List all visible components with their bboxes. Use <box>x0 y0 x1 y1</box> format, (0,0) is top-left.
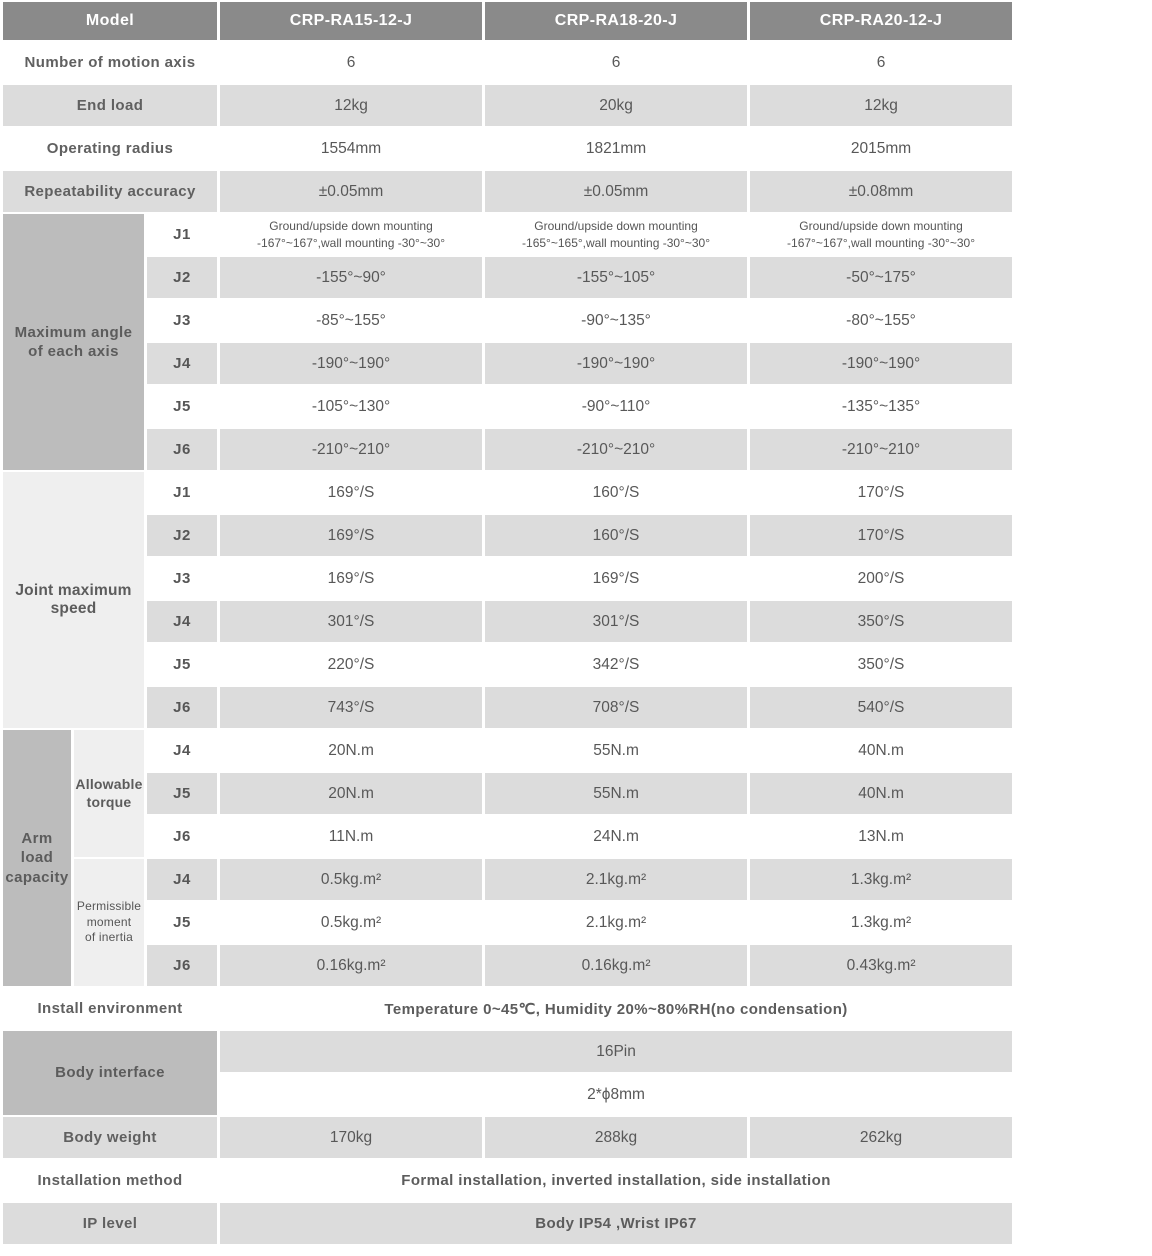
installation-method-value: Formal installation, inverted installation, side installation <box>401 1172 831 1189</box>
spec-value: 6 <box>611 53 621 71</box>
cell-line: Ground/upside down mounting <box>269 219 433 234</box>
angle-value: -155°~90° <box>220 257 482 298</box>
angle-row <box>3 343 1012 384</box>
speed-value: 540°/S <box>750 687 1012 728</box>
spec-label: End load <box>3 85 217 126</box>
angle-value: -190°~190° <box>485 343 747 384</box>
body-weight-value: 288kg <box>485 1117 747 1158</box>
speed-value: 160°/S <box>592 483 640 501</box>
inertia-value: 2.1kg.m² <box>585 913 647 931</box>
spec-row <box>3 85 1012 126</box>
spec-value: 12kg <box>220 85 482 126</box>
axis-label: J6 <box>147 429 217 470</box>
speed-row <box>3 515 1012 556</box>
speed-value: 169°/S <box>220 515 482 556</box>
speed-value: 170°/S <box>750 515 1012 556</box>
ip-level-value: Body IP54 ,Wrist IP67 <box>220 1203 1012 1244</box>
axis-label: J4 <box>147 859 217 900</box>
speed-row <box>3 601 1012 642</box>
angle-value: -190°~190° <box>220 343 482 384</box>
inertia-value: 0.16kg.m² <box>485 945 747 986</box>
cell-line: Ground/upside down mounting <box>534 219 698 234</box>
model-name-header: CRP-RA18-20-J <box>485 2 747 40</box>
angle-value: -135°~135° <box>841 397 921 415</box>
sub-label-inertia <box>74 859 144 986</box>
torque-row <box>3 730 1012 771</box>
axis-label: J3 <box>173 312 191 329</box>
angle-value: -90°~135° <box>581 311 651 329</box>
sub-label-line: Permissible <box>76 899 142 914</box>
angle-value <box>485 214 747 255</box>
speed-value: 220°/S <box>327 655 375 673</box>
torque-value: 40N.m <box>858 741 904 759</box>
install-env-label: Install environment <box>37 1000 183 1017</box>
section-label-line: capacity <box>5 868 69 886</box>
axis-label: J6 <box>147 945 217 986</box>
speed-row <box>3 644 1012 685</box>
body-weight-label: Body weight <box>3 1117 217 1158</box>
section-label-max-angle <box>3 214 144 470</box>
angle-row <box>3 257 1012 298</box>
install-env-row <box>3 988 1012 1029</box>
body-interface-value: 2*ϕ8mm <box>587 1085 645 1103</box>
body-interface-row <box>3 1031 1012 1072</box>
angle-value: -80°~155° <box>846 311 916 329</box>
model-name-header: CRP-RA20-12-J <box>750 2 1012 40</box>
inertia-row <box>3 902 1012 943</box>
speed-value: 301°/S <box>220 601 482 642</box>
spec-row <box>3 171 1012 212</box>
body-interface-value: 16Pin <box>220 1031 1012 1072</box>
sub-label-line: of inertia <box>84 930 134 945</box>
angle-value <box>750 214 1012 255</box>
speed-row <box>3 687 1012 728</box>
axis-label: J4 <box>147 343 217 384</box>
torque-row <box>3 773 1012 814</box>
spec-value: ±0.05mm <box>485 171 747 212</box>
angle-value: -210°~210° <box>750 429 1012 470</box>
axis-label: J4 <box>147 601 217 642</box>
speed-value: 350°/S <box>857 655 905 673</box>
torque-value: 55N.m <box>593 741 639 759</box>
section-label-line: of each axis <box>28 343 119 360</box>
spec-value: ±0.08mm <box>750 171 1012 212</box>
inertia-value: 0.5kg.m² <box>320 913 382 931</box>
section-label-line: Maximum angle <box>14 323 133 341</box>
axis-label: J1 <box>173 226 191 243</box>
body-interface-label: Body interface <box>3 1031 217 1115</box>
model-header-cell: Model <box>3 2 217 40</box>
section-label-joint-speed <box>3 472 144 728</box>
torque-value: 40N.m <box>750 773 1012 814</box>
angle-value <box>220 214 482 255</box>
spec-value: 20kg <box>485 85 747 126</box>
torque-row <box>3 816 1012 857</box>
sub-label-line: moment <box>86 914 132 929</box>
angle-row <box>3 300 1012 341</box>
angle-value: -155°~105° <box>485 257 747 298</box>
speed-value: 301°/S <box>485 601 747 642</box>
spec-value: 6 <box>876 53 886 71</box>
angle-value: -85°~155° <box>316 311 386 329</box>
spec-value: 2015mm <box>850 139 912 157</box>
sub-label-line: Allowable <box>75 776 143 792</box>
cell-line: Ground/upside down mounting <box>799 219 963 234</box>
body-weight-value: 262kg <box>750 1117 1012 1158</box>
angle-value: -210°~210° <box>220 429 482 470</box>
installation-method-row <box>3 1160 1012 1201</box>
torque-value: 24N.m <box>593 827 639 845</box>
sub-label-line: torque <box>86 793 132 810</box>
angle-value: -210°~210° <box>485 429 747 470</box>
angle-value: -90°~110° <box>581 397 651 415</box>
spec-label: Operating radius <box>46 140 174 157</box>
speed-row <box>3 558 1012 599</box>
speed-value: 342°/S <box>592 655 640 673</box>
spec-label: Number of motion axis <box>24 54 196 71</box>
section-label-line: Arm <box>21 829 53 847</box>
speed-value: 743°/S <box>220 687 482 728</box>
section-label-line: Joint maximum <box>15 582 132 599</box>
body-weight-row <box>3 1117 1012 1158</box>
axis-label: J5 <box>173 656 191 673</box>
angle-value: -50°~175° <box>750 257 1012 298</box>
ip-level-label: IP level <box>3 1203 217 1244</box>
spec-row <box>3 42 1012 83</box>
axis-label: J6 <box>173 828 191 845</box>
speed-value: 350°/S <box>750 601 1012 642</box>
cell-line: -165°~165°,wall mounting -30°~30° <box>522 235 711 250</box>
angle-value: -105°~130° <box>311 397 391 415</box>
inertia-value: 1.3kg.m² <box>750 859 1012 900</box>
header-row <box>3 2 1012 40</box>
section-label-arm-load <box>3 730 71 986</box>
spec-value: 6 <box>346 53 356 71</box>
axis-label: J3 <box>173 570 191 587</box>
section-label-line: speed <box>50 600 97 617</box>
spec-value: 1821mm <box>585 139 647 157</box>
angle-row <box>3 429 1012 470</box>
torque-value: 11N.m <box>328 827 374 845</box>
torque-value: 20N.m <box>328 741 374 759</box>
spec-label: Repeatability accuracy <box>3 171 217 212</box>
inertia-value: 0.43kg.m² <box>750 945 1012 986</box>
axis-label: J5 <box>147 773 217 814</box>
cell-line: -167°~167°,wall mounting -30°~30° <box>257 235 446 250</box>
body-weight-value: 170kg <box>220 1117 482 1158</box>
axis-label: J2 <box>147 515 217 556</box>
speed-value: 160°/S <box>485 515 747 556</box>
inertia-value: 0.16kg.m² <box>220 945 482 986</box>
speed-value: 169°/S <box>592 569 640 587</box>
speed-value: 200°/S <box>857 569 905 587</box>
torque-value: 20N.m <box>220 773 482 814</box>
inertia-value: 2.1kg.m² <box>485 859 747 900</box>
spec-value: 1554mm <box>320 139 382 157</box>
axis-label: J1 <box>173 484 191 501</box>
inertia-value: 1.3kg.m² <box>850 913 912 931</box>
section-label-line: load <box>20 849 54 867</box>
install-env-value: Temperature 0~45℃, Humidity 20%~80%RH(no condensation) <box>384 1000 848 1018</box>
angle-row <box>3 214 1012 255</box>
inertia-value: 0.5kg.m² <box>220 859 482 900</box>
spec-value: 12kg <box>750 85 1012 126</box>
speed-row <box>3 472 1012 513</box>
speed-value: 169°/S <box>327 483 375 501</box>
cell-line: -167°~167°,wall mounting -30°~30° <box>787 235 976 250</box>
spec-row <box>3 128 1012 169</box>
speed-value: 170°/S <box>857 483 905 501</box>
torque-value: 55N.m <box>485 773 747 814</box>
torque-value: 13N.m <box>858 827 904 845</box>
installation-method-label: Installation method <box>37 1172 183 1189</box>
axis-label: J2 <box>147 257 217 298</box>
spec-value: ±0.05mm <box>220 171 482 212</box>
model-name-header: CRP-RA15-12-J <box>220 2 482 40</box>
speed-value: 169°/S <box>327 569 375 587</box>
axis-label: J5 <box>173 398 191 415</box>
sub-label-allowable-torque <box>74 730 144 857</box>
angle-row <box>3 386 1012 427</box>
speed-value: 708°/S <box>485 687 747 728</box>
inertia-row <box>3 859 1012 900</box>
angle-value: -190°~190° <box>750 343 1012 384</box>
ip-level-row <box>3 1203 1012 1244</box>
axis-label: J5 <box>173 914 191 931</box>
axis-label: J4 <box>173 742 191 759</box>
axis-label: J6 <box>147 687 217 728</box>
inertia-row <box>3 945 1012 986</box>
